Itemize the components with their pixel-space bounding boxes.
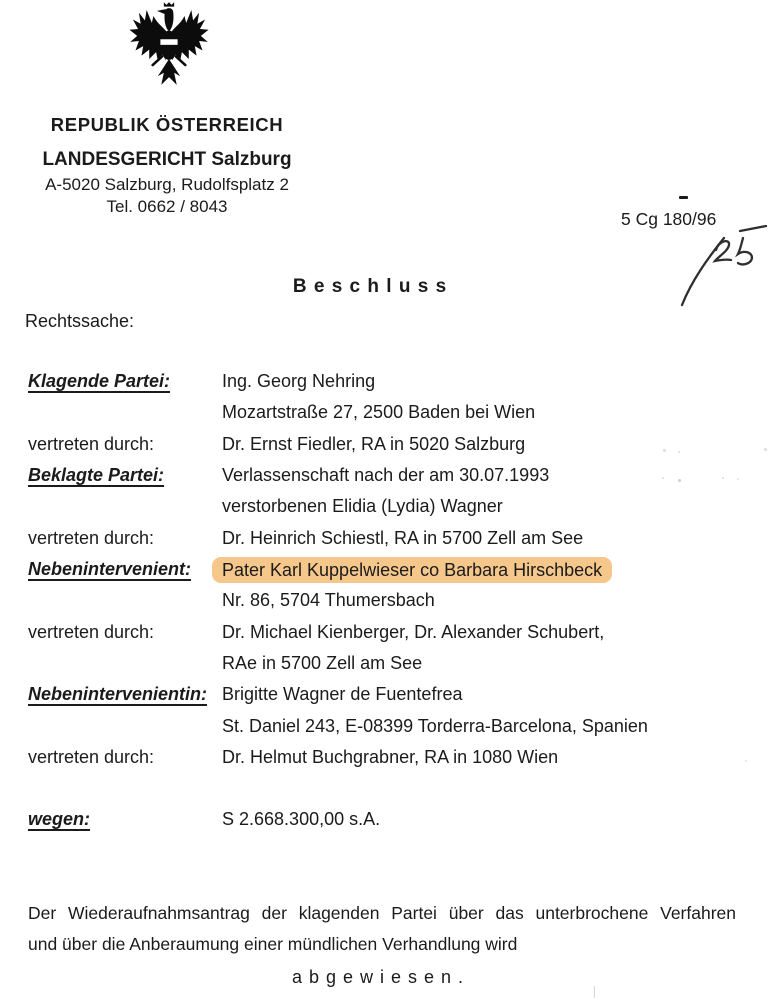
table-row	[28, 460, 740, 491]
table-row	[28, 429, 740, 460]
scan-speck	[764, 448, 767, 451]
claim-amount-value: S 2.668.300,00 s.A.	[222, 809, 381, 830]
court-phone: Tel. 0662 / 8043	[106, 197, 228, 216]
table-row	[28, 366, 740, 397]
party-label	[28, 491, 222, 522]
decision-line-2: und über die Anberaumung einer mündlichen Verhandlung wird	[28, 934, 518, 954]
scan-speck	[678, 451, 680, 453]
table-row	[28, 617, 740, 648]
table-row	[28, 648, 740, 679]
party-value: Ing. Georg Nehring	[222, 371, 376, 391]
representation-label: vertreten durch:	[28, 747, 155, 768]
scan-speck	[678, 479, 681, 482]
representation-label: vertreten durch:	[28, 621, 155, 642]
dash-mark	[679, 196, 688, 199]
verdict-text: a b g e w i e s e n .	[291, 967, 465, 987]
scan-speck	[745, 760, 747, 762]
party-value: RAe in 5700 Zell am See	[222, 653, 423, 674]
table-row	[28, 711, 740, 742]
representation-label: vertreten durch:	[28, 433, 155, 454]
highlighted-party-value: Pater Karl Kuppelwieser co Barbara Hirschbeck	[212, 557, 612, 583]
table-row	[28, 742, 740, 773]
scan-speck	[662, 477, 664, 479]
table-row	[28, 804, 740, 835]
table-row	[28, 491, 740, 522]
table-row	[28, 585, 740, 616]
court-address: A-5020 Salzburg, Rudolfsplatz 2	[45, 175, 289, 194]
party-value: Dr. Ernst Fiedler, RA in 5020 Salzburg	[222, 433, 526, 454]
party-value: verstorbenen Elidia (Lydia) Wagner	[222, 496, 503, 517]
eagle-icon	[126, 2, 212, 92]
party-label: Klagende Partei:	[28, 371, 171, 391]
party-label: Nebenintervenient:	[28, 559, 192, 580]
party-value: Dr. Helmut Buchgrabner, RA in 1080 Wien	[222, 747, 559, 768]
handwritten-file-number	[658, 218, 768, 314]
table-row	[28, 523, 740, 554]
party-label	[28, 648, 222, 679]
party-label: Nebenintervenientin:	[28, 684, 208, 705]
party-value: Brigitte Wagner de Fuentefrea	[222, 684, 463, 705]
party-value: Verlassenschaft nach der am 30.07.1993	[222, 465, 550, 486]
party-value: St. Daniel 243, E-08399 Torderra-Barcelona, Spanien	[222, 715, 648, 736]
claim-amount-label: wegen:	[28, 809, 91, 830]
representation-label: vertreten durch:	[28, 527, 155, 548]
table-row	[28, 554, 740, 585]
party-value: Nr. 86, 5704 Thumersbach	[222, 590, 435, 611]
court-name: LANDESGERICHT Salzburg	[42, 149, 292, 170]
party-value: Mozartstraße 27, 2500 Baden bei Wien	[222, 402, 536, 423]
subject-label: Rechtssache:	[25, 311, 135, 331]
table-row	[28, 679, 740, 710]
scan-speck	[663, 449, 666, 452]
scan-edge-artifact	[594, 986, 595, 998]
decision-line-1: Der Wiederaufnahmsantrag der klagenden Partei über das unterbrochene Verfahren	[28, 903, 736, 923]
austrian-eagle-emblem	[126, 2, 212, 92]
scan-speck	[722, 477, 724, 479]
case-number: 5 Cg 180/96	[621, 209, 717, 229]
party-label	[28, 585, 222, 616]
party-label	[28, 397, 222, 428]
republic-line: REPUBLIK ÖSTERREICH	[50, 114, 284, 135]
party-value: Dr. Michael Kienberger, Dr. Alexander Schubert,	[222, 621, 605, 642]
party-value: Dr. Heinrich Schiestl, RA in 5700 Zell am See	[222, 527, 584, 548]
scan-speck	[737, 478, 739, 480]
table-row	[28, 397, 740, 428]
party-label: Beklagte Partei:	[28, 465, 165, 486]
document-title: B e s c h l u s s	[292, 276, 448, 297]
letterhead	[6, 114, 328, 217]
party-label	[28, 711, 222, 742]
party-table	[28, 366, 740, 836]
